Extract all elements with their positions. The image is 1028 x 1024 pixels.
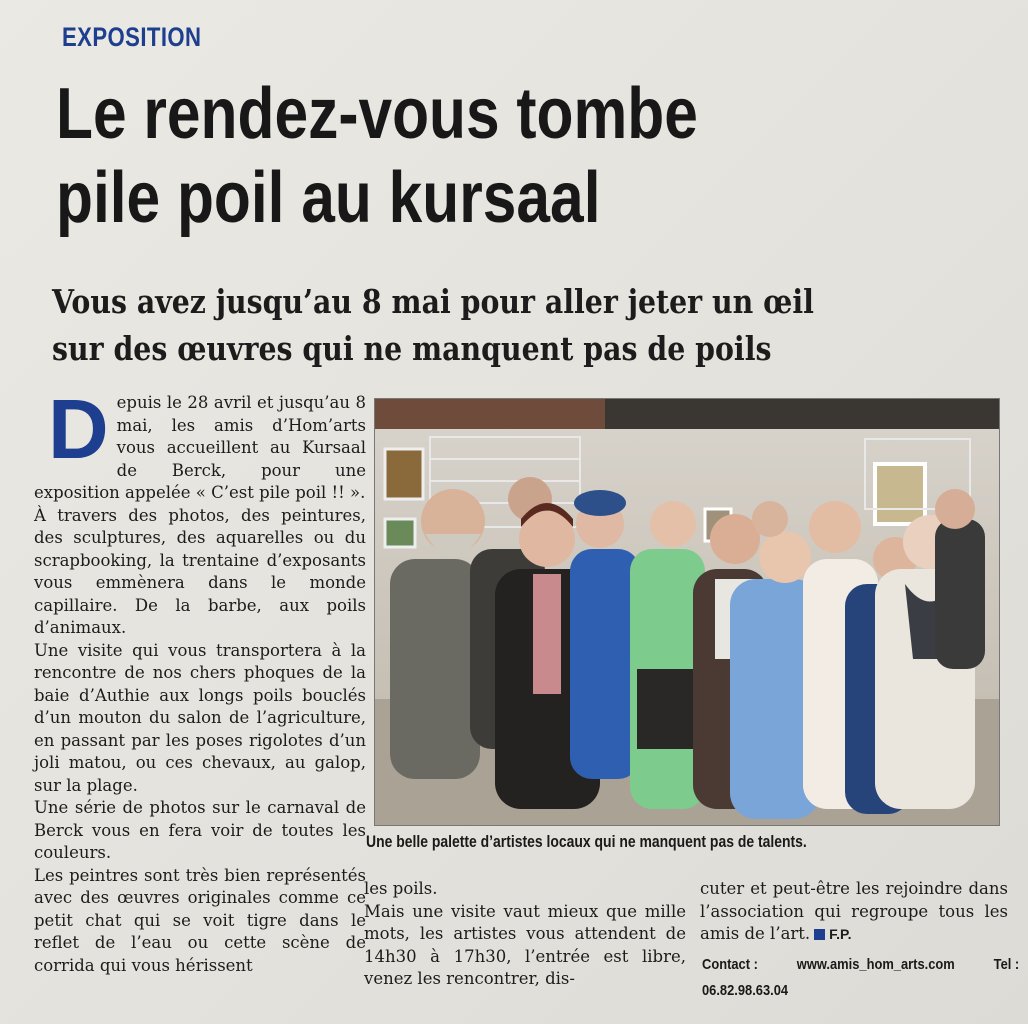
headline bbox=[56, 72, 812, 240]
text-column-2 bbox=[364, 878, 686, 991]
author-signature: F.P. bbox=[829, 926, 852, 942]
subheadline-line-1: Vous avez jusqu’au 8 mai pour aller jeter un œil bbox=[52, 282, 814, 321]
text-column-1 bbox=[34, 382, 366, 977]
paragraph bbox=[700, 878, 1008, 946]
contact-row bbox=[702, 952, 1019, 978]
contact-label: Contact : bbox=[702, 956, 758, 973]
group-photo-illustration bbox=[375, 399, 999, 825]
drop-cap: D bbox=[48, 382, 109, 476]
subheadline bbox=[52, 278, 826, 372]
paragraph: À travers des photos, des peintures, des sculptures, des aquarelles ou du scrapbooking, la trentaine d’exposants vous emmènera dans le monde capillaire. De la barbe, aux poils d’animaux. bbox=[34, 505, 366, 637]
end-mark-square-icon bbox=[814, 929, 825, 940]
intro-text: epuis le 28 avril et jusqu’au 8 mai, les amis d’Hom’arts vous accueillent au Kursaal de Berck, pour une exposition appelée « C’est pile poil !! ». bbox=[34, 393, 366, 502]
contact-website: www.amis_hom_arts.com bbox=[796, 956, 955, 973]
photo-caption: Une belle palette d’artistes locaux qui ne manquent pas de talents. bbox=[366, 832, 807, 851]
contact-phone: 06.82.98.63.04 bbox=[702, 982, 789, 999]
paragraph: les poils. bbox=[364, 879, 438, 898]
paragraph-intro bbox=[34, 382, 366, 505]
paragraph: Les peintres sont très bien représentés avec des œuvres originales comme ce petit chat qui se voit tigre dans le reflet de l’eau ou cette scène de corrida qui vous hérissent bbox=[34, 865, 366, 975]
closing-text: cuter et peut-être les rejoindre dans l’association qui regroupe tous les amis de l’art. bbox=[700, 879, 1008, 943]
section-rubric: EXPOSITION bbox=[62, 22, 202, 52]
paragraph: Une série de photos sur le carnaval de Berck vous en fera voir de toutes les couleurs. bbox=[34, 798, 366, 862]
headline-line-2: pile poil au kursaal bbox=[56, 158, 601, 238]
contact-tel-label: Tel : bbox=[993, 956, 1020, 973]
group-photo bbox=[374, 398, 1000, 826]
text-column-3 bbox=[700, 878, 1008, 946]
paragraph: Une visite qui vous transportera à la rencontre de nos chers phoques de la baie d’Authie aux longs poils bouclés d’un mouton du salon de l’agriculture, en passant par les poses rigolotes d’un joli matou, ou ces chevaux, au galop, sur la plage. bbox=[34, 640, 366, 795]
headline-line-1: Le rendez-vous tombe bbox=[56, 74, 698, 154]
contact-block bbox=[702, 952, 1020, 1004]
subheadline-line-2: sur des œuvres qui ne manquent pas de poils bbox=[52, 329, 772, 368]
paragraph: Mais une visite vaut mieux que mille mots, les artistes vous attendent de 14h30 à 17h30, l’entrée est libre, venez les rencontrer, dis- bbox=[364, 901, 686, 988]
